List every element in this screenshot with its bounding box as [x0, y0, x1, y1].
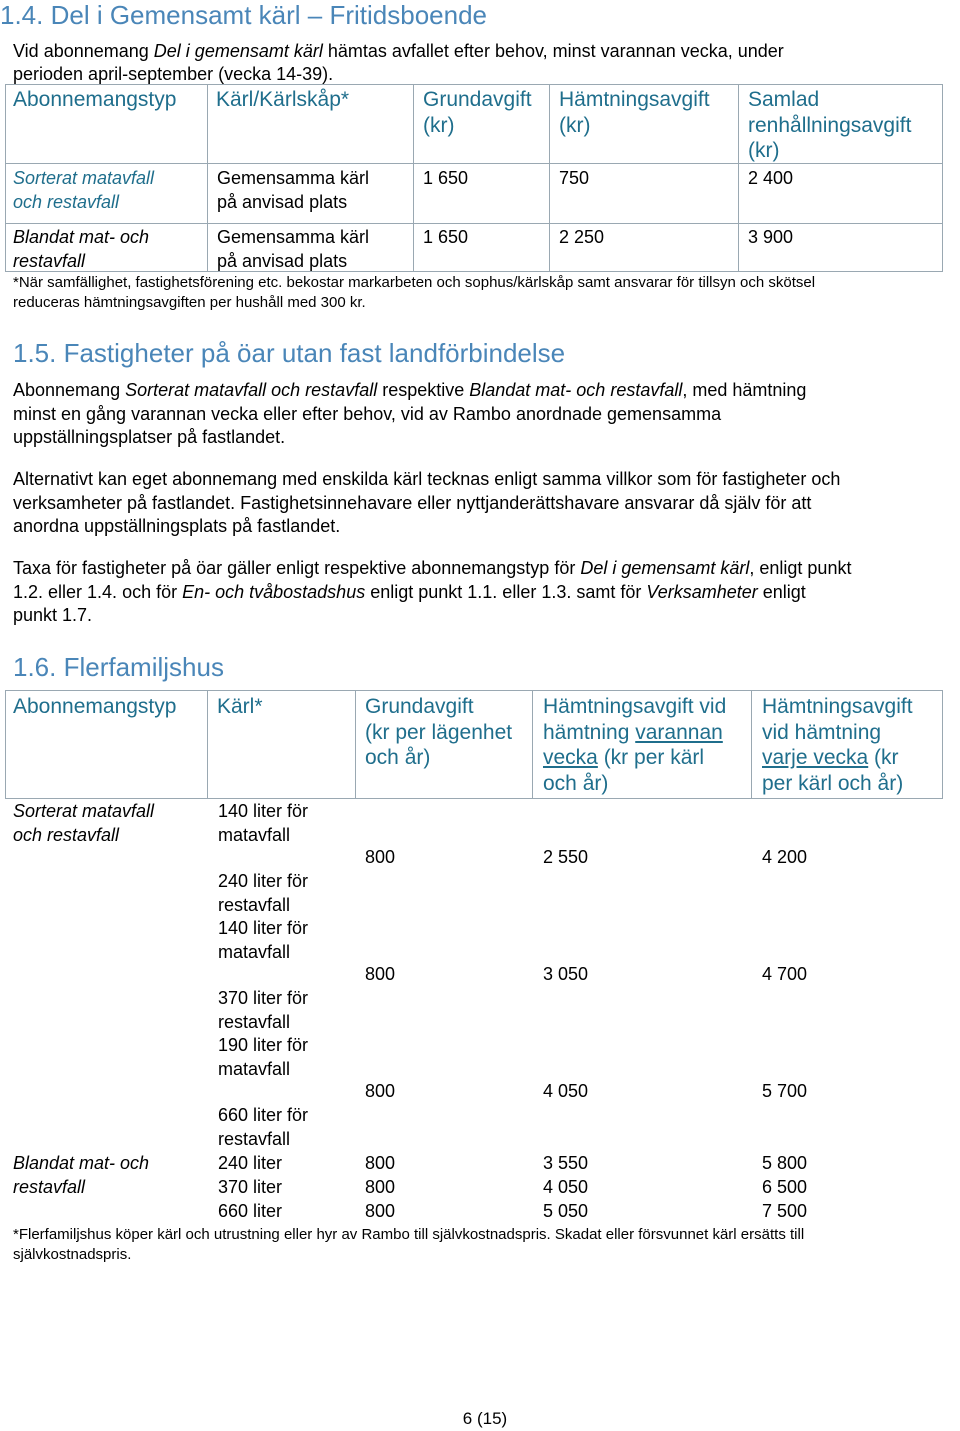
section-1-5-paragraph-2: Alternativt kan eget abonnemang med enskilda kärl tecknas enligt samma villkor som för fastigheter och verksamheter på fastlandet. Fastighetsinnehavare eller nyttjanderättshavare ansvarar då själv för att anordna uppställningsplats på fastlandet. [13, 469, 841, 536]
row-label-sorterat: Sorterat matavfall och restavfall [13, 801, 155, 845]
col-header-abonnemangstyp: Abonnemangstyp [13, 88, 177, 111]
col-header-abonnemangstyp: Abonnemangstyp [13, 695, 177, 718]
col-header-hamtning-varje: Hämtningsavgift vid hämtning varje vecka (kr per kärl och år) [762, 695, 913, 795]
col-header-karl: Kärl/Kärlskåp* [216, 88, 350, 111]
col-header-samlad: Samlad renhållningsavgift (kr) [748, 88, 912, 162]
row-label-blandat: Blandat mat- och restavfall [13, 1153, 150, 1197]
col-header-hamtning-varannan: Hämtningsavgift vid hämtning varannan vecka (kr per kärl och år) [543, 695, 727, 795]
col-header-hamtningsavgift: Hämtningsavgift (kr) [559, 88, 710, 137]
section-1-6-heading: 1.6. Flerfamiljshus [13, 652, 224, 682]
section-1-4-intro: Vid abonnemang Del i gemensamt kärl hämtas avfallet efter behov, minst varannan vecka, under [13, 41, 784, 61]
section-1-5-paragraph-1: Abonnemang Sorterat matavfall och restavfall respektive Blandat mat- och restavfall, med hämtning minst en gång varannan vecka eller efter behov, vid av Rambo anordnade gemensamma uppställningsplatser på fastlandet. [13, 380, 807, 447]
section-1-5-paragraph-3: Taxa för fastigheter på öar gäller enligt respektive abonnemangstyp för Del i gemensamt kärl, enligt punkt 1.2. eller 1.4. och för En- och tvåbostadshus enligt punkt 1.1. eller 1.3. samt för Verksamheter enligt punkt 1.7. [13, 558, 852, 625]
page-number: 6 (15) [462, 1409, 508, 1428]
section-1-4-intro-line2: perioden april-september (vecka 14-39). [13, 64, 334, 84]
col-header-grundavgift: Grundavgift (kr per lägenhet och år) [365, 695, 513, 769]
col-header-karl: Kärl* [217, 695, 263, 718]
fritid-footnote: *När samfällighet, fastighetsförening etc. bekostar markarbeten och sophus/kärlskåp samt ansvarar för tillsyn och skötsel reduceras hämtningsavgiften per hushåll med 300 kr. [13, 274, 816, 311]
section-1-5-heading: 1.5. Fastigheter på öar utan fast landförbindelse [13, 338, 566, 368]
section-1-4-heading: 1.4. Del i Gemensamt kärl – Fritidsboende [0, 0, 487, 30]
col-header-grundavgift: Grundavgift (kr) [423, 88, 532, 137]
flerfamilj-footnote: *Flerfamiljshus köper kärl och utrustning eller hyr av Rambo till självkostnadspris. Skadat eller försvunnet kärl ersätts till självkostnadspris. [13, 1226, 805, 1263]
